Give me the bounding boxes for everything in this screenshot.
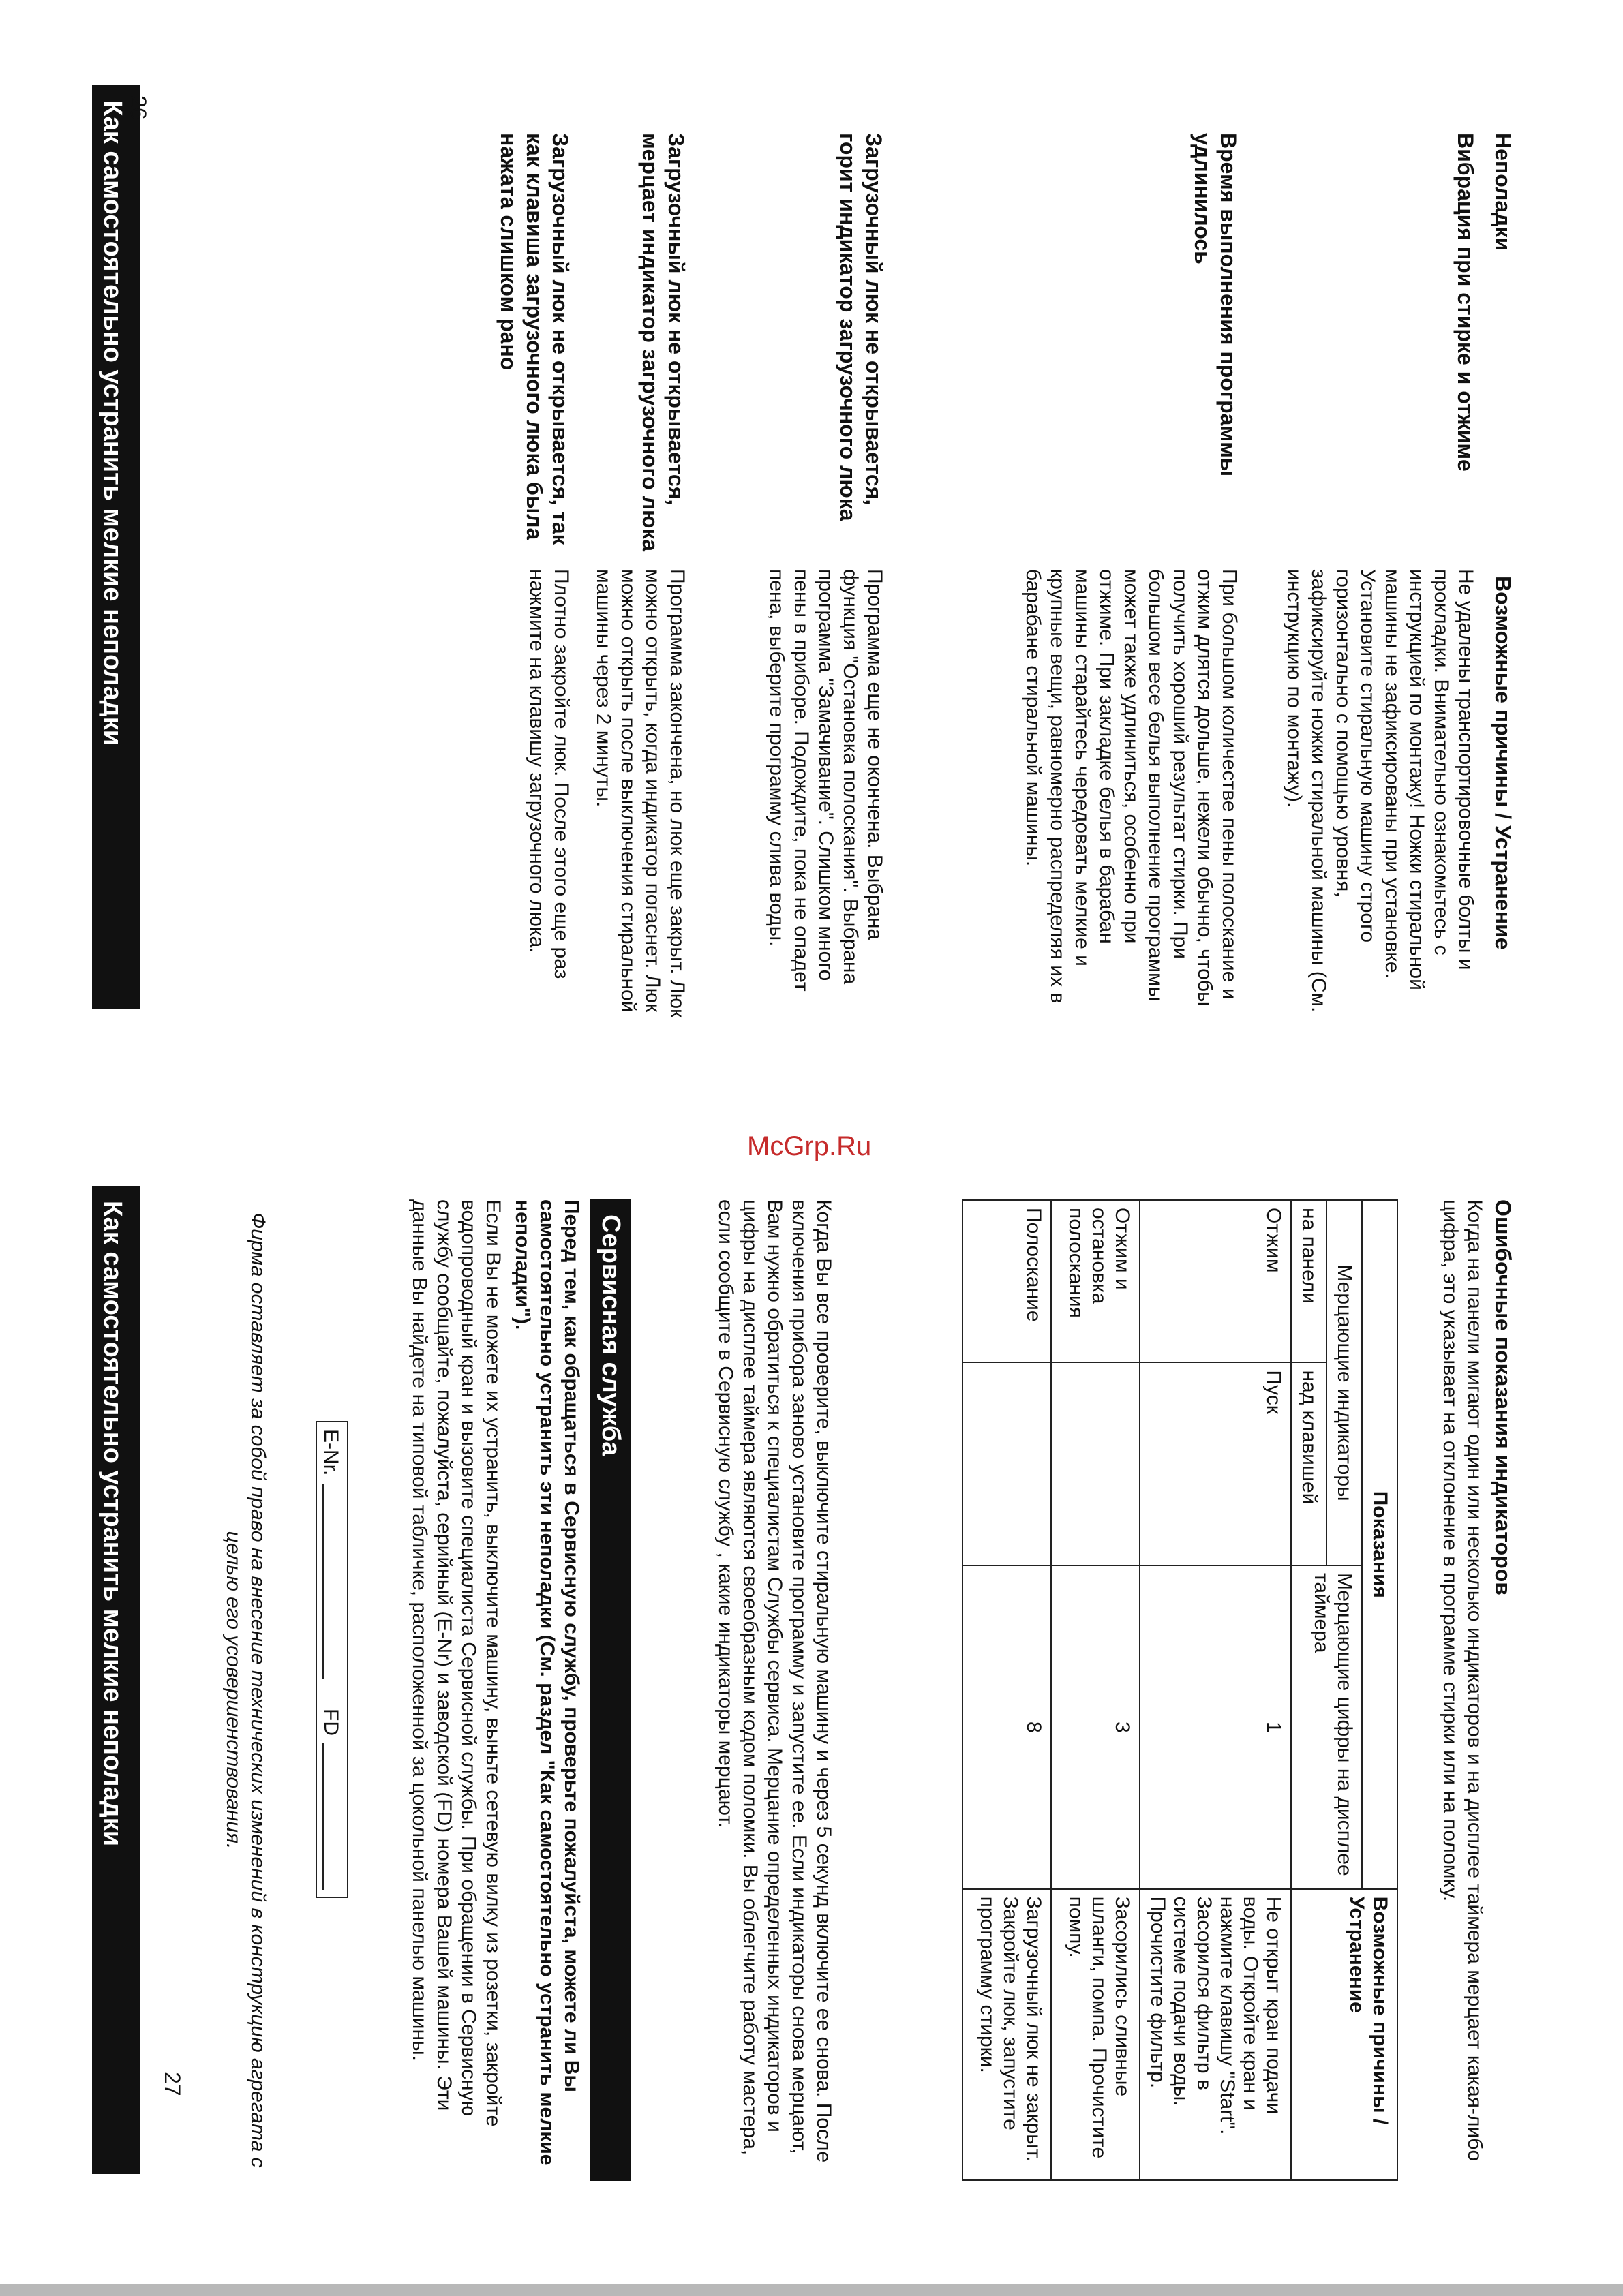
rp-footer-note: Фирма оставляет за собой право на внесение технических изменений в конструкцию агрегата с целью его усовершенствования. — [222, 1212, 269, 2168]
rp-section-heading: Ошибочные показания индикаторов — [1491, 1199, 1515, 1595]
row2-key — [1051, 1362, 1140, 1565]
lp-problem-5: Загрузочный люк не открывается, так как клавиша загрузочного люка была нажата слишком рано — [496, 133, 573, 545]
lp-cause-1: Не удалены транспортировочные болты и прокладки. Внимательно ознакомьтесь с инструкцией по монтажу! Ножки стиральной машины не зафиксированы при установке. Установите стиральную машину строго горизонтально с помощью уровня, зафиксируйте ножки стиральной машины (См. инструкцию по монтажу). — [1283, 569, 1477, 1013]
row1-panel: Отжим — [1140, 1200, 1291, 1362]
th-key: над клавишей — [1291, 1362, 1326, 1565]
lp-page-number: 26 — [126, 95, 151, 120]
lp-cause-3: Программа еще не окончена. Выбрана функция "Остановка полоскания". Выбрана программа "Замачивание". Слишком много пены в приборе. Подождите, пока не опадет пена, выберите программу слива воды. — [765, 569, 886, 992]
row1-cause: Не открыт кран подачи воды. Откройте кран и нажмите клавишу "Start". Засорился фильтр в системе подачи воды. Прочистите фильтр. — [1140, 1889, 1291, 2180]
enr-label: E-Nr. — [320, 1429, 342, 1476]
indicator-table — [962, 1199, 1398, 2181]
right-page-title: Как самостоятельно устранить мелкие неполадки — [92, 1186, 140, 2174]
fd-line — [322, 1743, 324, 1890]
th-cause: Возможные причины / Устранение — [1291, 1889, 1397, 2180]
row1-digit: 1 — [1140, 1565, 1291, 1889]
rp-service-text: Если Вы не можете их устранить, выключите машину, выньте сетевую вилку из розетки, закройте водопроводный кран и вызовите специалиста Сервисной службы. При обращении в Сервисную службу сообщайте, пожалуйста, серийный (E-Nr) и заводской (FD) номера Вашей машины. Эти данные Вы найдете на типовой табличке, расположенной за цокольной панелью машины. — [408, 1199, 504, 2127]
rp-service-bold: Перед тем, как обращаться в Сервисную службу, проверьте пожалуйста, можете ли Вы самостоятельно устранить эти неполадки (См. раздел "Как самостоятельно устранить мелкие неполадки"). — [511, 1199, 583, 2166]
th-blinking: Мерцающие индикаторы — [1326, 1200, 1362, 1565]
watermark: McGrp.Ru — [747, 1131, 872, 1161]
lp-problem-4: Загрузочный люк не открывается, мерцает индикатор загрузочного люка — [638, 133, 688, 552]
lp-problem-2: Время выполнения программы удлинилось — [1190, 133, 1241, 477]
row2-cause: Засорились сливные шланги, помпа. Прочистите помпу. — [1051, 1889, 1140, 2180]
lp-cause-2: При большом количестве пены полоскание и отжим длятся дольше, нежели обычно, чтобы получить хороший результат стирки. При большом весе белья выполнение программы может также удлиниться, особенно при отжиме. При закладке белья в барабан машины старайтесь чередовать мелкие и крупные вещи, равномерно распределяя их в барабане стиральной машины. — [1022, 569, 1241, 1007]
enr-fd-box — [316, 1421, 348, 1898]
row3-digit: 8 — [962, 1565, 1051, 1889]
th-digits: Мерцающие цифры на дисплее таймера — [1291, 1565, 1362, 1889]
rp-service-title: Сервисная служба — [590, 1199, 631, 2181]
rp-after-table: Когда Вы все проверите, выключите стиральную машину и через 5 секунд включите ее снова. После включения прибора заново установите программу и запустите ее. Если индикаторы снова мерцают, Вам нужно обратиться к специалистам Службы сервиса. Мерцание определенных индикаторов и цифры на дисплее таймера являются своеобразным кодом поломки. Вы облегчите работу мастера, если сообщите в Сервисную службу , какие индикаторы мерцают. — [714, 1199, 835, 2163]
row2-digit: 3 — [1051, 1565, 1140, 1889]
lp-cause-4: Программа закончена, но люк еще закрыт. Люк можно открыть, когда индикатор погаснет. Люк можно открыть после выключения стиральной машины через 2 минуты. — [592, 569, 688, 1018]
rp-intro: Когда на панели мигают один или несколько индикаторов и на дисплее таймера мерцает какая-либо цифра, это указывает на отклонение в программе стирки или на поломку. — [1439, 1199, 1486, 2162]
lp-problem-3: Загрузочный люк не открывается, горит индикатор загрузочного люка — [836, 133, 886, 521]
fd-label: FD — [320, 1709, 342, 1736]
row1-key: Пуск — [1140, 1362, 1291, 1565]
th-panel: на панели — [1291, 1200, 1326, 1362]
th-indications: Показания — [1362, 1200, 1397, 1889]
rp-page-number: 27 — [160, 2072, 185, 2096]
enr-line — [322, 1484, 324, 1679]
row3-panel: Полоскание — [962, 1200, 1051, 1362]
lp-problem-1: Вибрация при стирке и отжиме — [1453, 133, 1478, 472]
row3-key — [962, 1362, 1051, 1565]
left-page-title: Как самостоятельно устранить мелкие неполадки — [92, 85, 140, 1009]
row3-cause: Загрузочный люк не закрыт. Закройте люк, запустите программу стирки. — [962, 1889, 1051, 2180]
lp-cause-5: Плотно закройте люк. После этого еще раз нажмите на клавишу загрузочного люка. — [526, 569, 573, 979]
row2-panel: Отжим и остановка полоскания — [1051, 1200, 1140, 1362]
lp-problem-header: Неполадки — [1491, 133, 1515, 251]
lp-cause-header: Возможные причины / Устранение — [1491, 576, 1515, 950]
